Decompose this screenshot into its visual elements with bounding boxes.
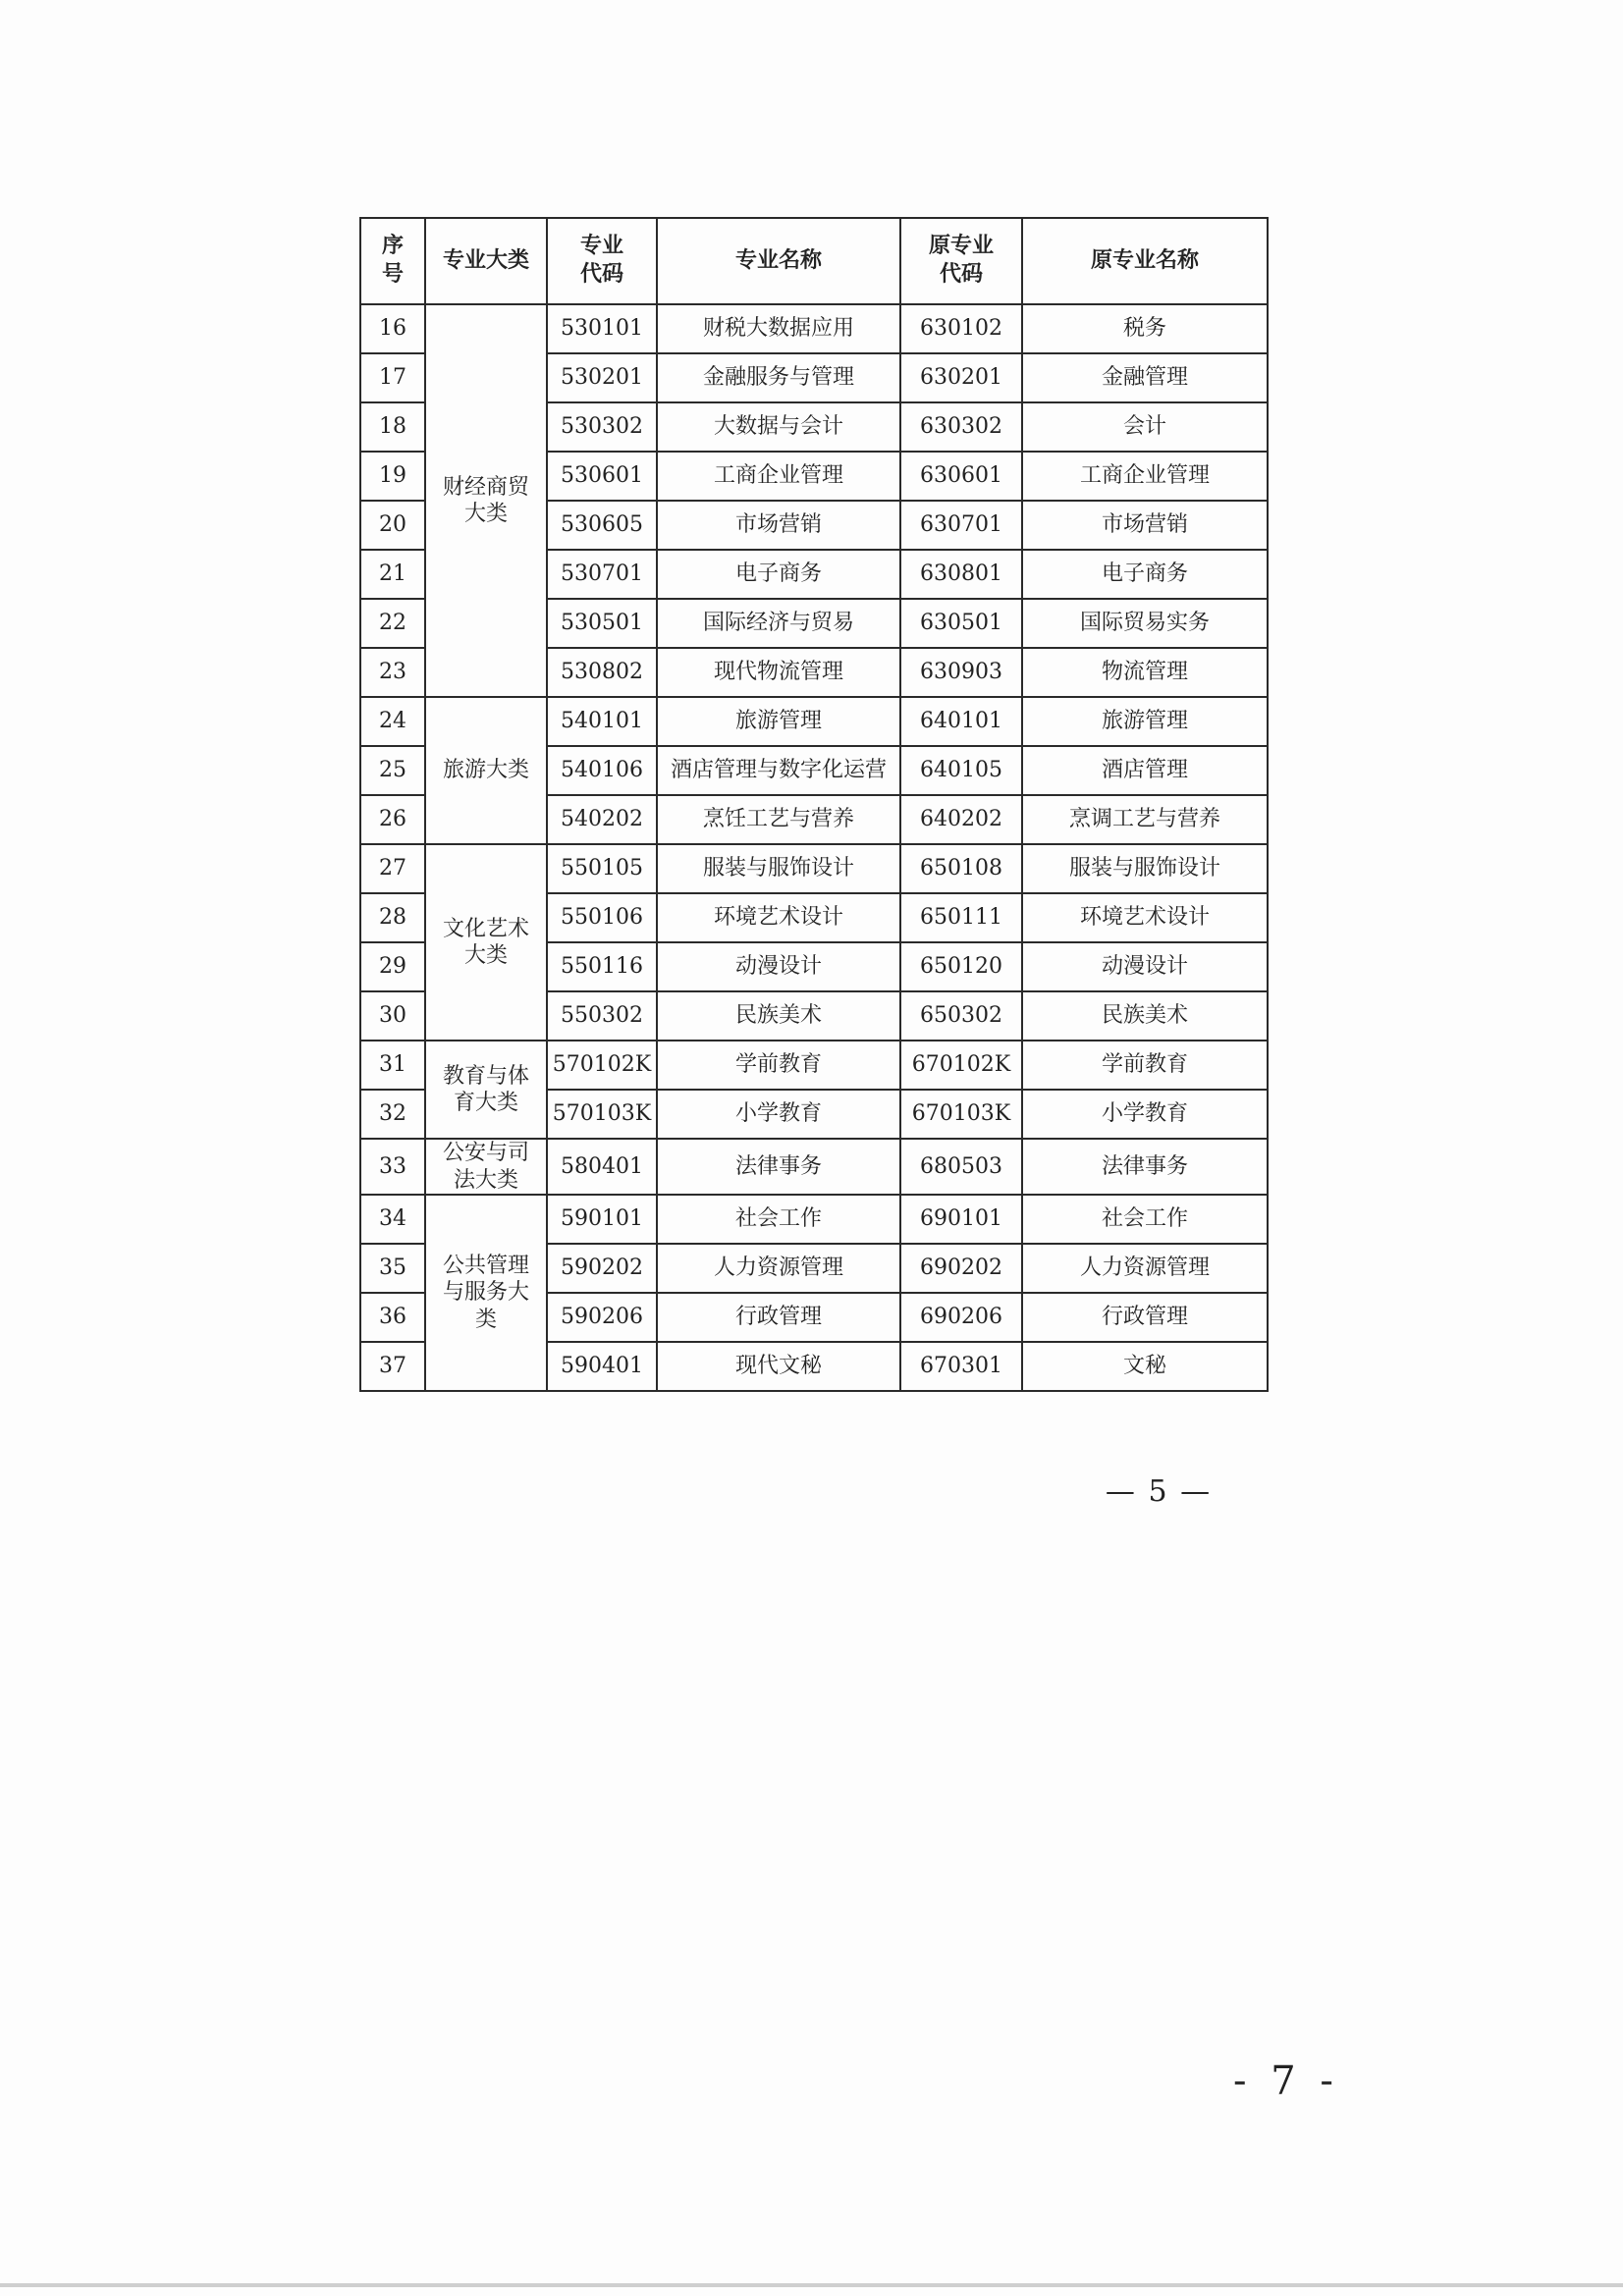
cell-code: 530302 [547, 402, 657, 452]
cell-name: 民族美术 [657, 991, 900, 1041]
table-header-row [360, 218, 1268, 304]
cell-old-code: 670103K [900, 1090, 1022, 1139]
cell-category [425, 1195, 547, 1391]
cell-old-name: 国际贸易实务 [1022, 599, 1268, 648]
cell-name: 动漫设计 [657, 942, 900, 991]
cell-code: 590401 [547, 1342, 657, 1391]
cell-old-name: 税务 [1022, 304, 1268, 353]
cell-seq: 20 [360, 501, 425, 550]
major-table [359, 217, 1269, 1392]
inner-page-number: — 5 — [1105, 1474, 1213, 1509]
cell-name: 人力资源管理 [657, 1244, 900, 1293]
cell-old-code: 640202 [900, 795, 1022, 844]
cell-code: 540101 [547, 697, 657, 746]
header-old-name: 原专业名称 [1022, 218, 1268, 304]
header-seq [360, 218, 425, 304]
table-row [360, 844, 1268, 893]
cell-seq: 18 [360, 402, 425, 452]
cell-old-code: 640105 [900, 746, 1022, 795]
cell-name: 国际经济与贸易 [657, 599, 900, 648]
cell-name: 市场营销 [657, 501, 900, 550]
cell-old-name: 服装与服饰设计 [1022, 844, 1268, 893]
header-code-line-2: 代码 [579, 262, 623, 287]
cell-old-name: 电子商务 [1022, 550, 1268, 599]
cell-category [425, 844, 547, 1041]
cell-code: 530601 [547, 452, 657, 501]
cell-old-name: 行政管理 [1022, 1293, 1268, 1342]
cell-old-code: 670102K [900, 1041, 1022, 1090]
header-old-code [900, 218, 1022, 304]
cell-old-code: 690206 [900, 1293, 1022, 1342]
cell-old-name: 小学教育 [1022, 1090, 1268, 1139]
category-line: 与服务大 [442, 1280, 529, 1306]
category-line: 大类 [463, 502, 508, 526]
cell-old-code: 630903 [900, 648, 1022, 697]
cell-seq: 27 [360, 844, 425, 893]
header-category: 专业大类 [425, 218, 547, 304]
header-code [547, 218, 657, 304]
cell-name: 大数据与会计 [657, 402, 900, 452]
cell-seq: 22 [360, 599, 425, 648]
cell-old-code: 630701 [900, 501, 1022, 550]
cell-code: 530501 [547, 599, 657, 648]
cell-code: 590101 [547, 1195, 657, 1244]
cell-old-name: 旅游管理 [1022, 697, 1268, 746]
cell-old-name: 烹调工艺与营养 [1022, 795, 1268, 844]
cell-seq: 23 [360, 648, 425, 697]
cell-old-name: 酒店管理 [1022, 746, 1268, 795]
cell-seq: 17 [360, 353, 425, 402]
cell-name: 酒店管理与数字化运营 [657, 746, 900, 795]
cell-old-name: 环境艺术设计 [1022, 893, 1268, 942]
cell-code: 530605 [547, 501, 657, 550]
cell-old-code: 630302 [900, 402, 1022, 452]
cell-old-code: 630102 [900, 304, 1022, 353]
table-row [360, 304, 1268, 353]
header-seq-line-2: 号 [381, 262, 404, 287]
cell-old-code: 630501 [900, 599, 1022, 648]
cell-old-code: 650120 [900, 942, 1022, 991]
cell-old-name: 会计 [1022, 402, 1268, 452]
cell-old-code: 640101 [900, 697, 1022, 746]
cell-name: 现代物流管理 [657, 648, 900, 697]
cell-code: 550105 [547, 844, 657, 893]
cell-category [425, 1041, 547, 1139]
cell-code: 550302 [547, 991, 657, 1041]
category-line: 财经商贸 [442, 474, 529, 500]
cell-old-code: 690101 [900, 1195, 1022, 1244]
cell-code: 530802 [547, 648, 657, 697]
cell-name: 服装与服饰设计 [657, 844, 900, 893]
cell-code: 540106 [547, 746, 657, 795]
cell-name: 行政管理 [657, 1293, 900, 1342]
category-line: 教育与体 [442, 1063, 529, 1089]
cell-old-code: 630601 [900, 452, 1022, 501]
cell-seq: 24 [360, 697, 425, 746]
cell-old-code: 630201 [900, 353, 1022, 402]
category-line: 文化艺术 [442, 916, 529, 941]
table-row [360, 1139, 1268, 1195]
cell-old-name: 金融管理 [1022, 353, 1268, 402]
header-old-code-line-1: 原专业 [928, 234, 994, 259]
category-line: 公安与司 [442, 1141, 529, 1165]
table-row [360, 697, 1268, 746]
cell-seq: 19 [360, 452, 425, 501]
cell-seq: 28 [360, 893, 425, 942]
cell-seq: 16 [360, 304, 425, 353]
cell-name: 学前教育 [657, 1041, 900, 1090]
bottom-scan-edge [0, 2283, 1623, 2287]
cell-seq: 25 [360, 746, 425, 795]
cell-old-code: 670301 [900, 1342, 1022, 1391]
cell-old-name: 社会工作 [1022, 1195, 1268, 1244]
cell-old-code: 650108 [900, 844, 1022, 893]
cell-name: 金融服务与管理 [657, 353, 900, 402]
category-line: 公共管理 [442, 1253, 529, 1278]
cell-name: 烹饪工艺与营养 [657, 795, 900, 844]
cell-old-name: 法律事务 [1022, 1139, 1268, 1195]
cell-name: 电子商务 [657, 550, 900, 599]
category-line: 法大类 [453, 1167, 518, 1193]
cell-code: 580401 [547, 1139, 657, 1195]
cell-code: 540202 [547, 795, 657, 844]
cell-category [425, 304, 547, 697]
cell-seq: 32 [360, 1090, 425, 1139]
cell-code: 530201 [547, 353, 657, 402]
cell-seq: 36 [360, 1293, 425, 1342]
cell-name: 现代文秘 [657, 1342, 900, 1391]
cell-name: 环境艺术设计 [657, 893, 900, 942]
cell-code: 530101 [547, 304, 657, 353]
cell-name: 财税大数据应用 [657, 304, 900, 353]
cell-category [425, 1139, 547, 1195]
cell-old-name: 市场营销 [1022, 501, 1268, 550]
cell-old-name: 物流管理 [1022, 648, 1268, 697]
cell-old-code: 690202 [900, 1244, 1022, 1293]
cell-seq: 21 [360, 550, 425, 599]
cell-name: 工商企业管理 [657, 452, 900, 501]
cell-old-name: 工商企业管理 [1022, 452, 1268, 501]
cell-old-name: 动漫设计 [1022, 942, 1268, 991]
cell-code: 530701 [547, 550, 657, 599]
category-line: 大类 [463, 943, 508, 968]
cell-code: 570102K [547, 1041, 657, 1090]
cell-old-code: 680503 [900, 1139, 1022, 1195]
cell-seq: 29 [360, 942, 425, 991]
cell-seq: 35 [360, 1244, 425, 1293]
cell-old-name: 人力资源管理 [1022, 1244, 1268, 1293]
header-code-line-1: 专业 [579, 234, 623, 259]
cell-old-code: 630801 [900, 550, 1022, 599]
header-old-code-line-2: 代码 [939, 262, 983, 287]
cell-code: 570103K [547, 1090, 657, 1139]
cell-seq: 30 [360, 991, 425, 1041]
cell-old-name: 文秘 [1022, 1342, 1268, 1391]
cell-code: 590206 [547, 1293, 657, 1342]
cell-old-name: 民族美术 [1022, 991, 1268, 1041]
cell-category [425, 697, 547, 844]
cell-name: 法律事务 [657, 1139, 900, 1195]
header-name: 专业名称 [657, 218, 900, 304]
category-line: 类 [474, 1307, 497, 1332]
cell-old-code: 650302 [900, 991, 1022, 1041]
table-row [360, 1041, 1268, 1090]
cell-name: 旅游管理 [657, 697, 900, 746]
outer-page-number: - 7 - [1233, 2058, 1339, 2104]
table-body [360, 304, 1268, 1391]
cell-old-name: 学前教育 [1022, 1041, 1268, 1090]
cell-seq: 34 [360, 1195, 425, 1244]
category-line: 育大类 [453, 1091, 518, 1115]
cell-seq: 31 [360, 1041, 425, 1090]
cell-code: 550116 [547, 942, 657, 991]
cell-seq: 37 [360, 1342, 425, 1391]
cell-seq: 33 [360, 1139, 425, 1195]
category-line: 旅游大类 [442, 758, 529, 783]
table-row [360, 1195, 1268, 1244]
cell-name: 小学教育 [657, 1090, 900, 1139]
cell-code: 590202 [547, 1244, 657, 1293]
cell-name: 社会工作 [657, 1195, 900, 1244]
cell-code: 550106 [547, 893, 657, 942]
cell-seq: 26 [360, 795, 425, 844]
header-seq-line-1: 序 [381, 234, 404, 259]
cell-old-code: 650111 [900, 893, 1022, 942]
